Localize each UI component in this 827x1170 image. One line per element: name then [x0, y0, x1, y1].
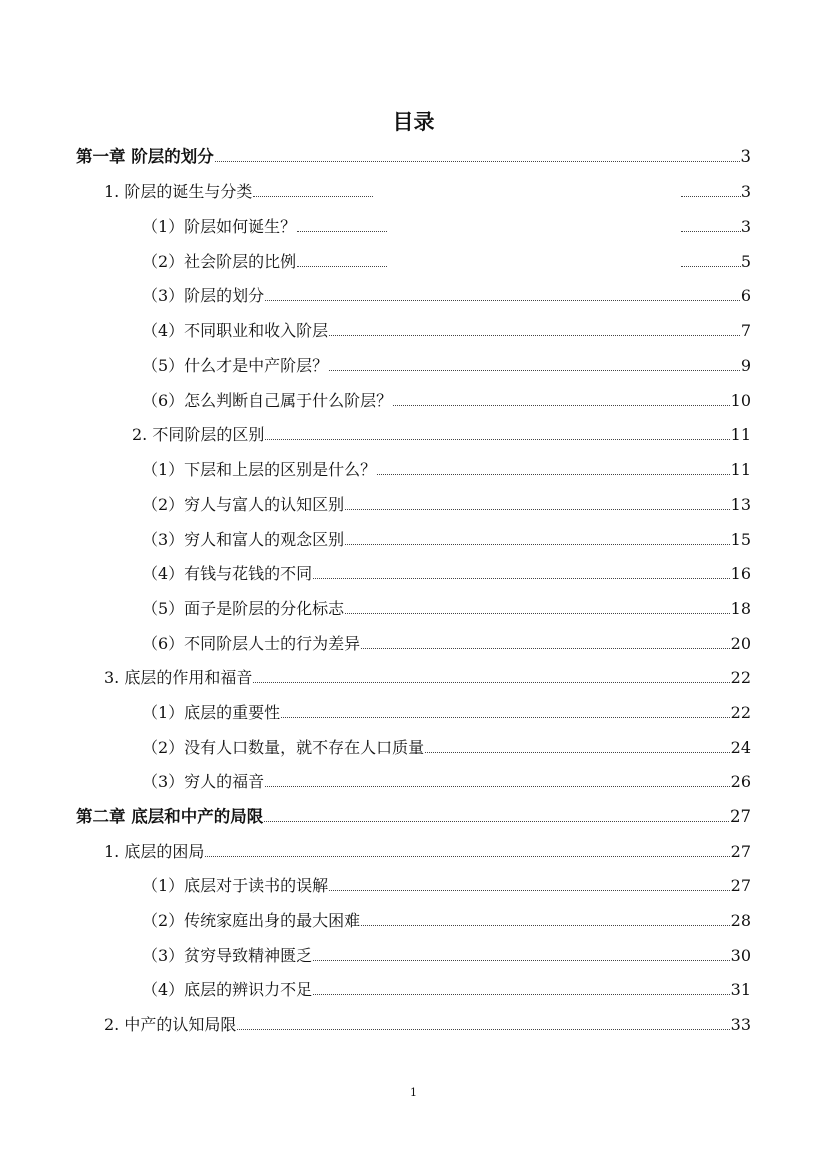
toc-entry-text: （6）不同阶层人士的行为差异 [142, 634, 361, 653]
toc-entry-subsection[interactable] [142, 873, 751, 899]
toc-entry-chapter-1[interactable] [76, 144, 751, 170]
toc-entry-text: （4）不同职业和收入阶层 [142, 321, 329, 340]
toc-entry-page: 18 [730, 599, 751, 618]
toc-entry-subsection[interactable] [142, 977, 751, 1003]
dot-leader [313, 994, 729, 995]
toc-entry-subsection[interactable] [142, 249, 751, 275]
dot-leader [253, 196, 373, 197]
toc-entry-page: 28 [730, 911, 751, 930]
toc-entry-text: 2. 不同阶层的区别 [132, 425, 265, 444]
toc-entry-text: （1）底层的重要性 [142, 703, 281, 722]
toc-entry-page: 31 [730, 980, 751, 999]
dot-leader [265, 300, 740, 301]
toc-entry-text: 1. 阶层的诞生与分类 [104, 182, 253, 201]
toc-entry-text: （1）阶层如何诞生？ [142, 217, 297, 236]
toc-entry-page: 27 [730, 807, 751, 826]
toc-entry-section[interactable] [104, 839, 751, 865]
toc-entry-page: 6 [740, 286, 751, 305]
toc-entry-text: 2. 中产的认知局限 [104, 1015, 237, 1034]
dot-leader [297, 266, 387, 267]
toc-entry-page: 27 [730, 842, 751, 861]
toc-entry-page: 10 [730, 391, 751, 410]
toc-entry-text: （4）有钱与花钱的不同 [142, 564, 313, 583]
toc-entry-page: 27 [730, 876, 751, 895]
toc-entry-page: 13 [730, 495, 751, 514]
toc-entry-text: 第二章 底层和中产的局限 [76, 807, 264, 826]
toc-entry-page: 16 [730, 564, 751, 583]
toc-entry-text: 1. 底层的困局 [104, 842, 205, 861]
toc-entry-page: 24 [730, 738, 751, 757]
toc-entry-subsection[interactable] [142, 561, 751, 587]
toc-entry-subsection[interactable] [142, 596, 751, 622]
toc-entry-text: （3）穷人和富人的观念区别 [142, 530, 345, 549]
dot-leader [361, 925, 729, 926]
dot-leader [205, 856, 729, 857]
dot-leader [329, 890, 729, 891]
dot-leader [345, 613, 729, 614]
toc-entry-section[interactable] [132, 422, 751, 448]
dot-leader [313, 578, 729, 579]
toc-entry-text: （1）底层对于读书的误解 [142, 876, 329, 895]
toc-entry-page: 22 [730, 703, 751, 722]
toc-entry-chapter-2[interactable] [76, 804, 751, 830]
toc-entry-subsection[interactable] [142, 631, 751, 657]
toc-entry-page: 30 [730, 946, 751, 965]
toc-entry-text: （3）贫穷导致精神匮乏 [142, 946, 313, 965]
toc-entry-section[interactable] [104, 665, 751, 691]
toc-entry-page: 3 [740, 182, 751, 201]
toc-entry-text: （2）没有人口数量，就不存在人口质量 [142, 738, 425, 757]
dot-leader [425, 752, 729, 753]
toc-entry-text: 3. 底层的作用和福音 [104, 668, 253, 687]
dot-leader [237, 1029, 729, 1030]
dot-leader [681, 196, 741, 197]
toc-entry-section[interactable] [104, 179, 751, 205]
dot-leader [265, 439, 729, 440]
dot-leader [361, 648, 729, 649]
toc-entry-page: 11 [730, 425, 751, 444]
dot-leader [681, 231, 741, 232]
dot-leader [329, 335, 740, 336]
toc-entry-page: 11 [730, 460, 751, 479]
dot-leader [265, 786, 729, 787]
toc-entry-subsection[interactable] [142, 388, 751, 414]
page-title: 目录 [392, 110, 435, 134]
toc-entry-page: 26 [730, 772, 751, 791]
toc-entry-text: （1）下层和上层的区别是什么？ [142, 460, 377, 479]
dot-leader [313, 960, 729, 961]
toc-entry-text: （3）穷人的福音 [142, 772, 265, 791]
page-number: 1 [410, 1086, 417, 1099]
toc-entry-subsection[interactable] [142, 735, 751, 761]
dot-leader [297, 231, 387, 232]
dot-leader [393, 405, 729, 406]
dot-leader [264, 821, 729, 822]
dot-leader [681, 266, 741, 267]
toc-entry-text: （5）面子是阶层的分化标志 [142, 599, 345, 618]
toc-entry-text: （4）底层的辨识力不足 [142, 980, 313, 999]
toc-entry-page: 15 [730, 530, 751, 549]
dot-leader [281, 717, 729, 718]
toc-entry-page: 33 [730, 1015, 751, 1034]
dot-leader [377, 474, 729, 475]
toc-entry-subsection[interactable] [142, 492, 751, 518]
toc-entry-page: 22 [730, 668, 751, 687]
dot-leader [345, 509, 729, 510]
toc-entry-text: （6）怎么判断自己属于什么阶层？ [142, 391, 393, 410]
dot-leader [329, 370, 740, 371]
toc-entry-text: 第一章 阶层的划分 [76, 147, 214, 166]
toc-entry-text: （2）社会阶层的比例 [142, 252, 297, 271]
toc-entry-subsection[interactable] [142, 908, 751, 934]
toc-entry-text: （3）阶层的划分 [142, 286, 265, 305]
toc-entry-text: （2）传统家庭出身的最大困难 [142, 911, 361, 930]
toc-entry-subsection[interactable] [142, 700, 751, 726]
toc-entry-subsection[interactable] [142, 769, 751, 795]
dot-leader [215, 161, 740, 162]
toc-entry-page: 7 [740, 321, 751, 340]
toc-entry-section[interactable] [104, 1012, 751, 1038]
dot-leader [253, 682, 729, 683]
toc-entry-subsection[interactable] [142, 527, 751, 553]
toc-entry-page: 20 [730, 634, 751, 653]
toc-entry-subsection[interactable] [142, 353, 751, 379]
toc-entry-text: （2）穷人与富人的认知区别 [142, 495, 345, 514]
toc-entry-subsection[interactable] [142, 318, 751, 344]
toc-entry-text: （5）什么才是中产阶层？ [142, 356, 329, 375]
toc-entry-subsection[interactable] [142, 214, 751, 240]
dot-leader [345, 544, 729, 545]
toc-entry-subsection[interactable] [142, 457, 751, 483]
toc-entry-subsection[interactable] [142, 283, 751, 309]
toc-entry-page: 9 [740, 356, 751, 375]
toc-entry-subsection[interactable] [142, 943, 751, 969]
toc-entry-page: 3 [740, 147, 751, 166]
toc-entry-page: 5 [740, 252, 751, 271]
toc-entry-page: 3 [740, 217, 751, 236]
